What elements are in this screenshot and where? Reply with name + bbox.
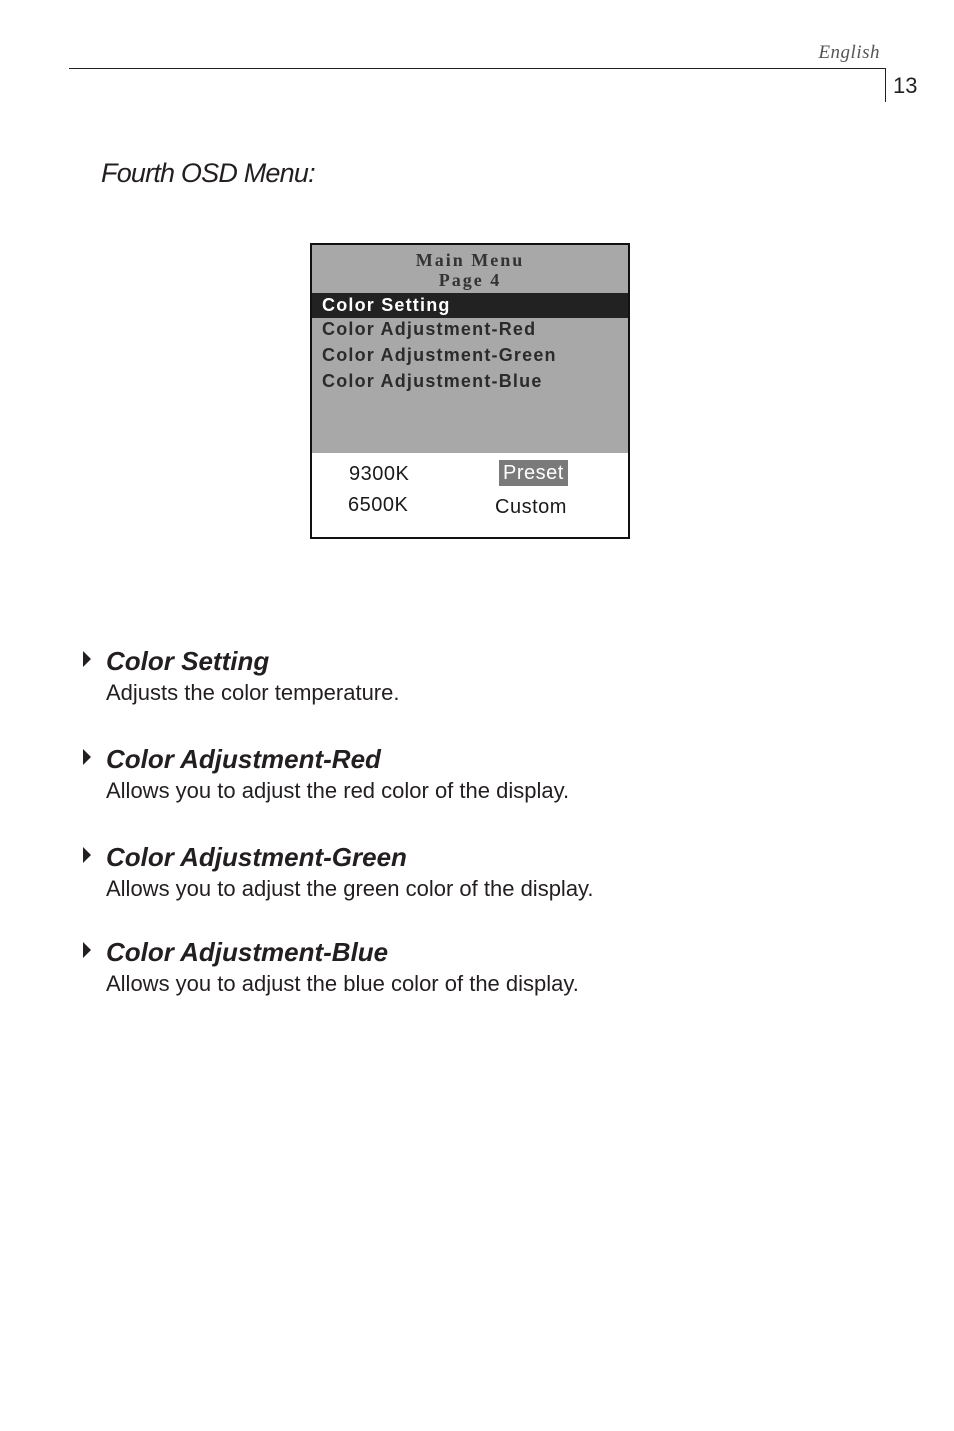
osd-item-color-setting[interactable] xyxy=(312,293,628,318)
header-language: English xyxy=(818,42,880,63)
osd-option-preset[interactable]: Preset xyxy=(499,460,568,486)
section-title: Color Adjustment-Blue xyxy=(106,937,389,967)
section-title: Color Setting xyxy=(106,646,270,676)
triangle-bullet-icon xyxy=(83,847,91,863)
osd-item-color-adjustment-green[interactable] xyxy=(312,343,628,368)
osd-item-color-adjustment-blue[interactable] xyxy=(312,369,628,394)
header-rule xyxy=(69,68,886,69)
triangle-bullet-icon xyxy=(83,942,91,958)
page-number: 13 xyxy=(893,73,918,98)
osd-item-label: Color Adjustment-Green xyxy=(322,345,557,365)
section-description: Allows you to adjust the red color of the display. xyxy=(106,778,570,803)
osd-option-custom[interactable]: Custom xyxy=(495,496,567,518)
osd-title: Main Menu xyxy=(415,250,525,270)
section-description: Allows you to adjust the green color of the display. xyxy=(106,876,594,901)
section-description: Adjusts the color temperature. xyxy=(106,680,400,705)
page-title: Fourth OSD Menu: xyxy=(101,158,315,188)
osd-item-color-adjustment-red[interactable] xyxy=(312,317,628,342)
section-description: Allows you to adjust the blue color of the display. xyxy=(106,971,579,996)
osd-option-9300k[interactable]: 9300K xyxy=(349,463,410,485)
osd-page-label: Page 4 xyxy=(438,270,502,290)
osd-item-label: Color Adjustment-Blue xyxy=(322,371,543,391)
osd-menu xyxy=(310,243,630,539)
triangle-bullet-icon xyxy=(83,749,91,765)
osd-option-6500k[interactable]: 6500K xyxy=(348,494,409,516)
osd-item-label: Color Setting xyxy=(322,295,451,315)
section-title: Color Adjustment-Red xyxy=(106,744,381,774)
osd-menu-panel xyxy=(312,245,628,453)
osd-item-label: Color Adjustment-Red xyxy=(322,319,537,339)
page-number-divider xyxy=(885,68,886,102)
section-title: Color Adjustment-Green xyxy=(106,842,407,872)
triangle-bullet-icon xyxy=(83,651,91,667)
